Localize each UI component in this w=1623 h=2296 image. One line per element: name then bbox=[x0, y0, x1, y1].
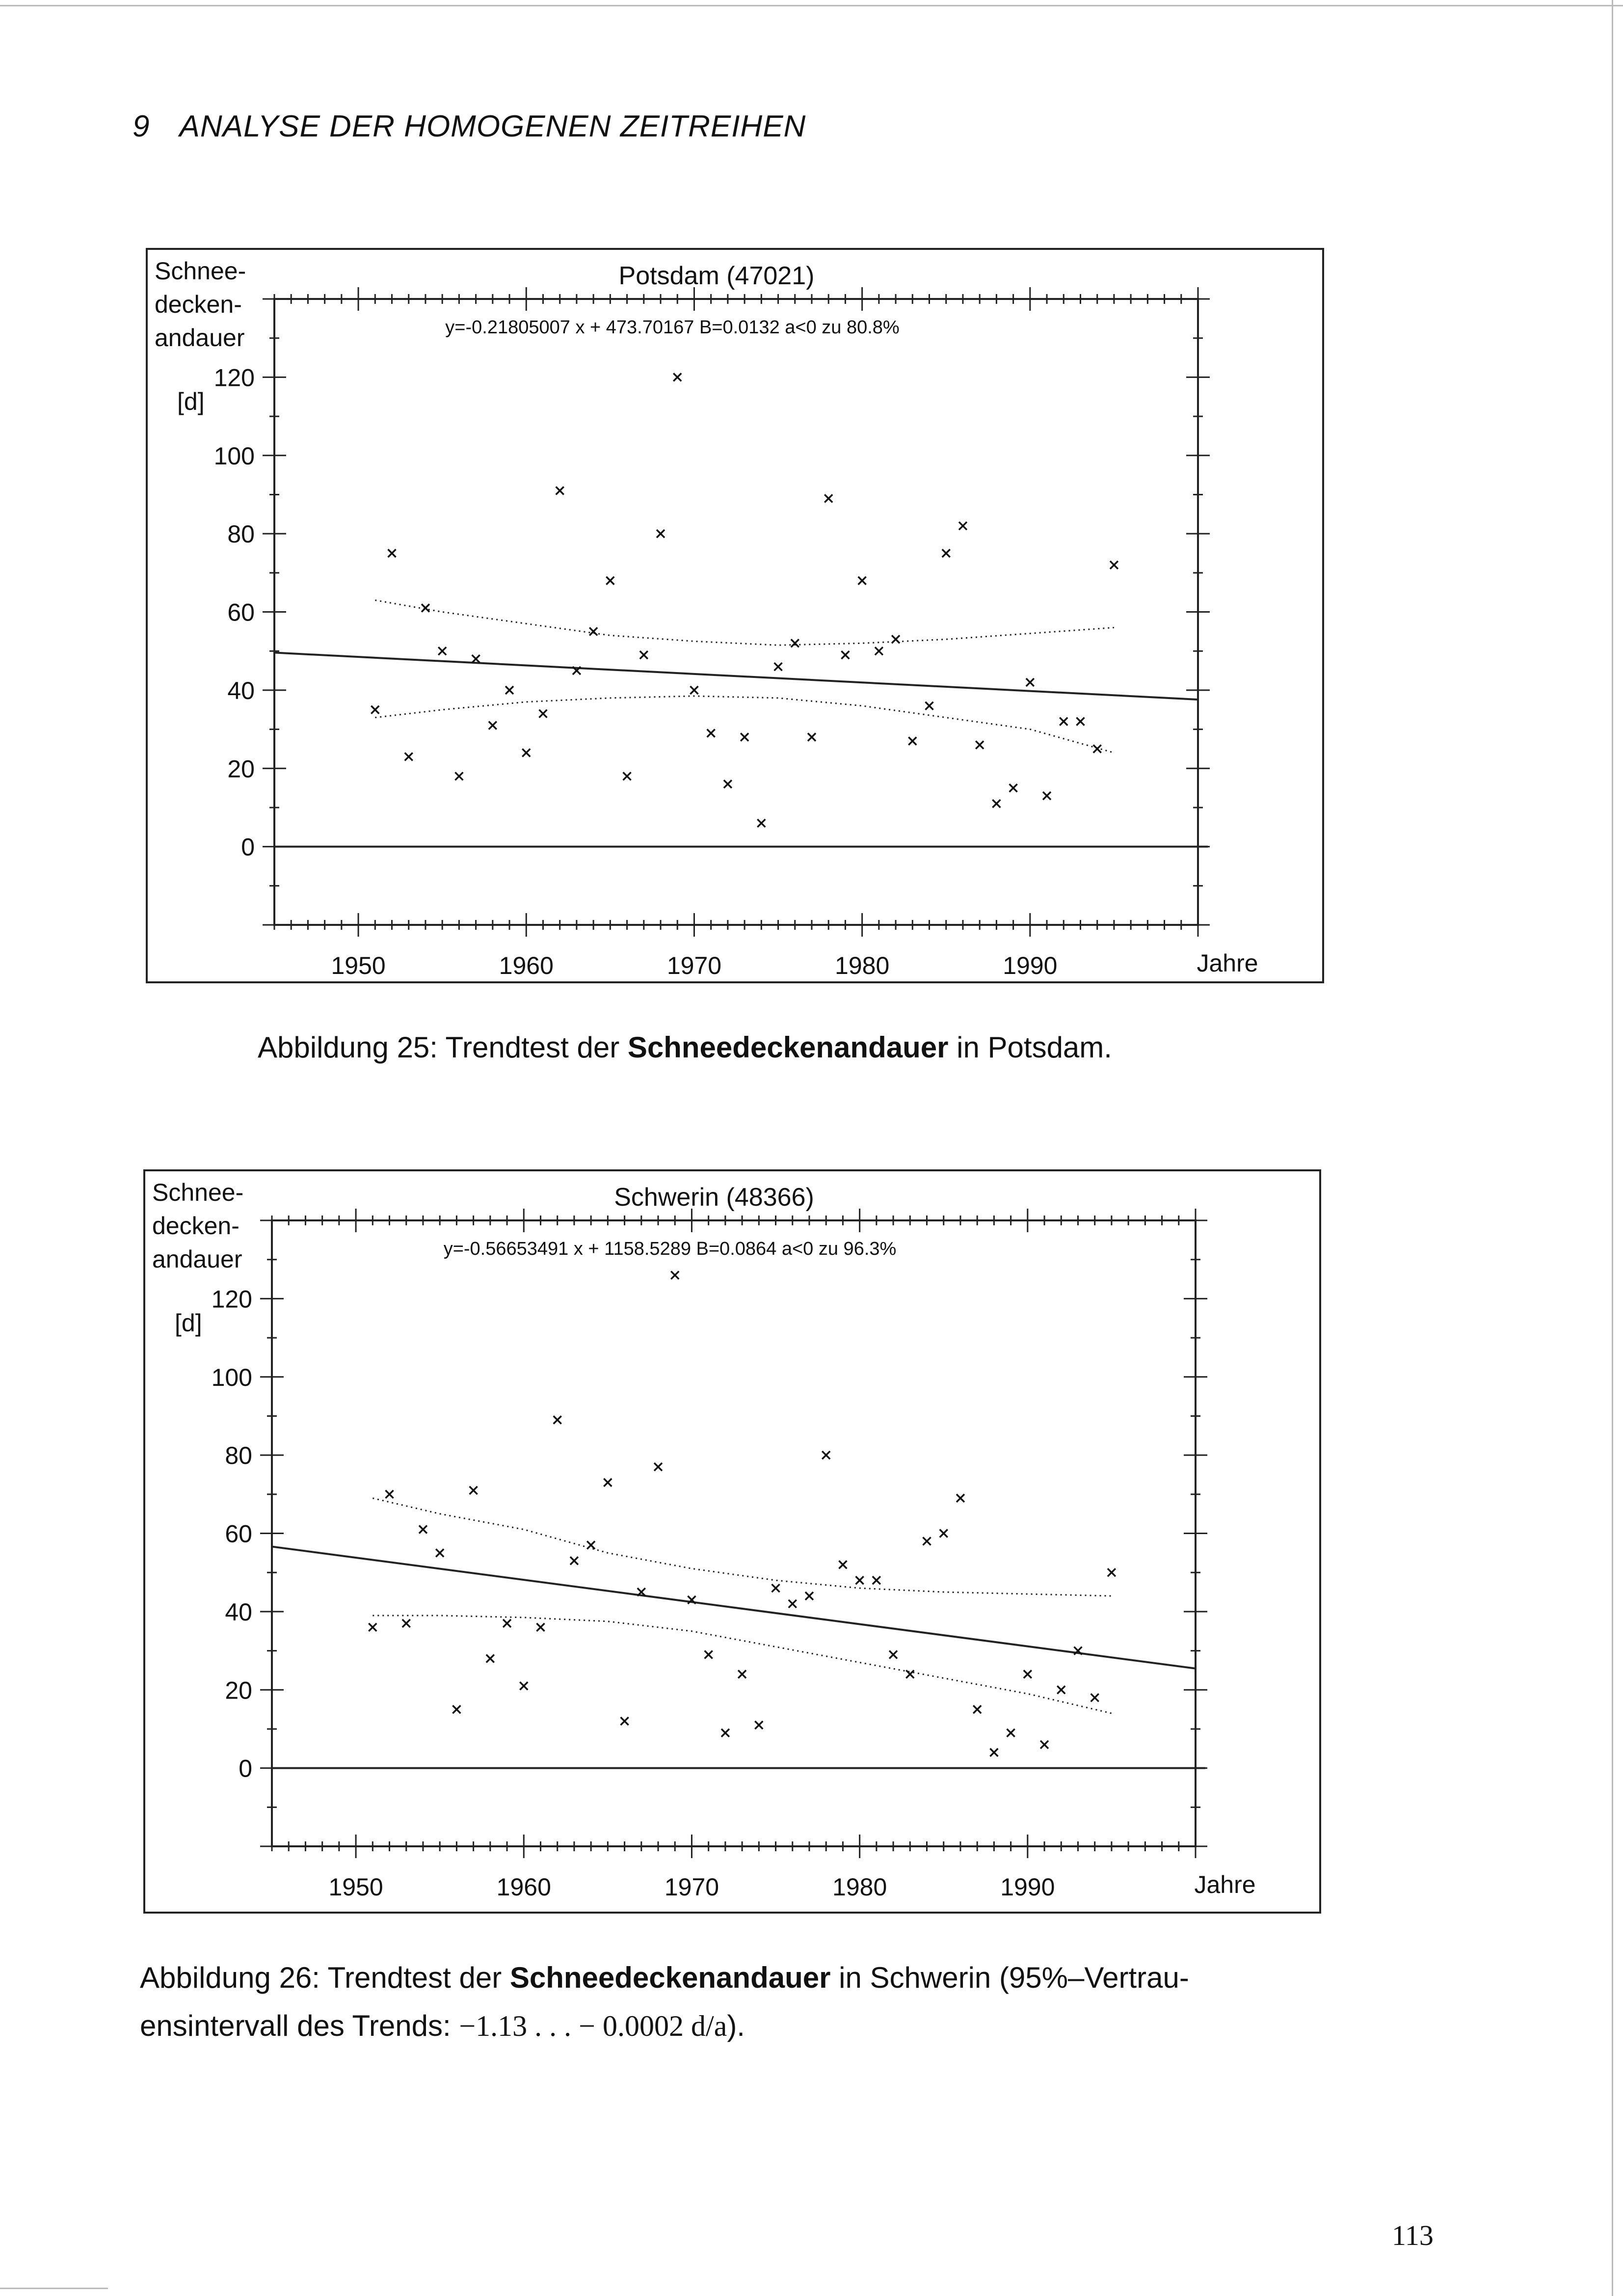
y-tick-label: 80 bbox=[225, 1442, 252, 1470]
x-tick-label: 1990 bbox=[1003, 952, 1058, 979]
y-axis-unit: [d] bbox=[177, 388, 205, 415]
data-point bbox=[957, 1494, 964, 1502]
figure-potsdam bbox=[146, 248, 1324, 983]
data-point bbox=[419, 1526, 427, 1534]
caption-25-suffix: in Potsdam. bbox=[948, 1031, 1112, 1064]
y-axis-label-line: andauer bbox=[152, 1245, 242, 1273]
data-point bbox=[606, 577, 614, 585]
data-point bbox=[472, 655, 480, 663]
data-point bbox=[940, 1530, 948, 1538]
data-point bbox=[436, 1549, 444, 1557]
caption-25-prefix: Abbildung 25: Trendtest der bbox=[258, 1031, 628, 1064]
x-tick-label: 1970 bbox=[666, 952, 722, 979]
data-point bbox=[1060, 718, 1067, 726]
data-point bbox=[990, 1749, 998, 1756]
data-point bbox=[455, 772, 463, 780]
data-point bbox=[1057, 1686, 1065, 1694]
x-tick-label: 1960 bbox=[499, 952, 554, 979]
data-point bbox=[908, 737, 916, 745]
y-tick-label: 100 bbox=[211, 1363, 252, 1391]
data-point bbox=[741, 733, 748, 741]
y-tick-label: 60 bbox=[225, 1520, 252, 1548]
data-point bbox=[825, 494, 832, 502]
data-point bbox=[489, 722, 497, 729]
data-point bbox=[604, 1479, 612, 1486]
scan-bottom-edge bbox=[0, 2288, 108, 2289]
chart-title: Schwerin (48366) bbox=[614, 1183, 814, 1212]
caption-26-line1 bbox=[140, 1954, 1342, 2002]
data-point bbox=[402, 1620, 410, 1627]
data-point bbox=[774, 663, 782, 671]
data-point bbox=[906, 1670, 914, 1678]
data-point bbox=[422, 604, 429, 612]
caption-26-suffix: in Schwerin (95%–Vertrau- bbox=[830, 1961, 1189, 1994]
confidence-band-lower bbox=[375, 696, 1114, 753]
data-point bbox=[1110, 561, 1118, 569]
data-point bbox=[1040, 1741, 1048, 1749]
y-axis-label-line: Schnee- bbox=[152, 1179, 244, 1206]
y-tick-label: 100 bbox=[213, 442, 255, 470]
caption-25-bold: Schneedeckenandauer bbox=[627, 1031, 949, 1064]
x-tick-label: 1950 bbox=[328, 1873, 383, 1901]
data-point bbox=[388, 549, 396, 557]
data-point bbox=[1091, 1694, 1099, 1702]
data-point bbox=[503, 1620, 511, 1627]
data-point bbox=[892, 635, 900, 643]
data-point bbox=[671, 1271, 679, 1279]
data-point bbox=[522, 749, 530, 756]
data-point bbox=[452, 1705, 460, 1713]
data-point bbox=[822, 1451, 830, 1459]
data-point bbox=[470, 1486, 478, 1494]
x-tick-label: 1980 bbox=[835, 952, 890, 979]
data-point bbox=[371, 706, 379, 714]
data-point bbox=[923, 1537, 931, 1545]
data-point bbox=[405, 753, 413, 760]
x-tick-label: 1950 bbox=[331, 952, 386, 979]
data-point bbox=[973, 1705, 981, 1713]
y-tick-label: 20 bbox=[225, 1676, 252, 1704]
y-axis-label-line: decken- bbox=[155, 291, 242, 318]
data-point bbox=[976, 741, 984, 749]
data-point bbox=[369, 1623, 376, 1631]
y-tick-label: 60 bbox=[227, 598, 255, 626]
chart-equation: y=-0.21805007 x + 473.70167 B=0.0132 a<0 zu 80.8% bbox=[445, 317, 900, 338]
data-point bbox=[889, 1651, 897, 1659]
data-point bbox=[772, 1584, 780, 1592]
data-point bbox=[570, 1557, 578, 1565]
y-axis-label-line: Schnee- bbox=[155, 257, 246, 285]
caption-26-prefix: Abbildung 26: Trendtest der bbox=[140, 1961, 510, 1994]
y-tick-label: 120 bbox=[213, 364, 255, 392]
data-point bbox=[856, 1576, 864, 1584]
data-point bbox=[1010, 784, 1017, 792]
data-point bbox=[539, 710, 547, 718]
data-point bbox=[755, 1721, 763, 1729]
scan-right-edge bbox=[1612, 0, 1613, 2296]
data-point bbox=[589, 627, 597, 635]
data-point bbox=[438, 647, 446, 655]
y-tick-label: 20 bbox=[227, 755, 255, 783]
caption-26-bold: Schneedeckenandauer bbox=[509, 1961, 831, 1994]
confidence-band-lower bbox=[372, 1616, 1112, 1713]
data-point bbox=[992, 800, 1000, 808]
data-point bbox=[556, 486, 564, 494]
data-point bbox=[841, 651, 849, 659]
data-point bbox=[1093, 745, 1101, 753]
x-axis-label: Jahre bbox=[1197, 949, 1258, 977]
x-tick-label: 1970 bbox=[664, 1873, 719, 1901]
data-point bbox=[506, 686, 513, 694]
data-point bbox=[805, 1592, 813, 1600]
data-point bbox=[673, 373, 681, 381]
caption-26-line2-text: ensintervall des Trends: bbox=[140, 2009, 459, 2042]
data-point bbox=[839, 1561, 847, 1568]
caption-26-line2-end: ). bbox=[727, 2009, 745, 2042]
y-tick-label: 120 bbox=[211, 1285, 252, 1313]
trend-line bbox=[272, 1546, 1196, 1668]
plot-frame bbox=[274, 299, 1198, 925]
data-point bbox=[721, 1729, 729, 1737]
data-point bbox=[1007, 1729, 1015, 1737]
x-tick-label: 1980 bbox=[832, 1873, 887, 1901]
chart-equation: y=-0.56653491 x + 1158.5289 B=0.0864 a<0 zu 96.3% bbox=[443, 1239, 897, 1259]
figure-schwerin bbox=[143, 1169, 1321, 1914]
chapter-title: ANALYSE DER HOMOGENEN ZEITREIHEN bbox=[179, 109, 806, 143]
x-tick-label: 1990 bbox=[1000, 1873, 1055, 1901]
data-point bbox=[707, 729, 715, 737]
data-point bbox=[654, 1463, 662, 1471]
data-point bbox=[926, 702, 933, 710]
page-number: 113 bbox=[1392, 2219, 1434, 2251]
axis-ticks bbox=[263, 287, 1210, 937]
data-point bbox=[942, 549, 950, 557]
data-point bbox=[959, 522, 967, 530]
data-point bbox=[808, 733, 816, 741]
data-point bbox=[690, 686, 698, 694]
trend-line bbox=[274, 652, 1198, 700]
data-point bbox=[791, 639, 799, 647]
y-axis-label-line: andauer bbox=[155, 324, 245, 351]
running-header bbox=[133, 109, 806, 144]
x-tick-label: 1960 bbox=[496, 1873, 551, 1901]
data-point bbox=[520, 1682, 528, 1690]
data-point bbox=[789, 1600, 797, 1608]
chart-title: Potsdam (47021) bbox=[618, 262, 815, 290]
caption-26-line2 bbox=[140, 2002, 1342, 2050]
axis-ticks bbox=[260, 1209, 1207, 1858]
confidence-band-upper bbox=[372, 1498, 1112, 1596]
confidence-band-upper bbox=[375, 600, 1114, 646]
plot-frame bbox=[272, 1220, 1196, 1846]
chart-schwerin bbox=[145, 1171, 1319, 1912]
y-axis-label-line: decken- bbox=[152, 1212, 239, 1240]
data-point bbox=[1108, 1568, 1116, 1576]
y-tick-label: 0 bbox=[241, 833, 255, 861]
data-point bbox=[554, 1416, 561, 1424]
data-point bbox=[724, 780, 732, 788]
chapter-number: 9 bbox=[133, 109, 150, 143]
caption-figure-26 bbox=[140, 1954, 1342, 2050]
y-tick-label: 40 bbox=[225, 1598, 252, 1626]
data-point bbox=[1024, 1670, 1032, 1678]
data-point bbox=[705, 1651, 713, 1659]
y-axis-unit: [d] bbox=[175, 1309, 202, 1337]
data-point bbox=[640, 651, 648, 659]
data-point bbox=[757, 819, 765, 827]
y-tick-label: 80 bbox=[227, 520, 255, 548]
data-point bbox=[875, 647, 883, 655]
data-point bbox=[386, 1490, 394, 1498]
caption-figure-25 bbox=[258, 1024, 1112, 1072]
data-point bbox=[858, 577, 866, 585]
y-tick-label: 0 bbox=[239, 1755, 252, 1783]
caption-26-math: −1.13 . . . − 0.0002 d/a bbox=[459, 2010, 727, 2042]
data-point bbox=[657, 530, 665, 538]
chart-potsdam bbox=[148, 250, 1322, 981]
data-point bbox=[623, 772, 631, 780]
data-point bbox=[486, 1655, 494, 1663]
data-point bbox=[1043, 792, 1051, 800]
data-point bbox=[873, 1576, 880, 1584]
data-point bbox=[536, 1623, 544, 1631]
data-point bbox=[1026, 678, 1034, 686]
data-point bbox=[621, 1717, 629, 1725]
data-point bbox=[1076, 718, 1084, 726]
x-axis-label: Jahre bbox=[1194, 1871, 1256, 1898]
y-tick-label: 40 bbox=[227, 676, 255, 704]
data-point bbox=[587, 1541, 595, 1549]
data-point bbox=[738, 1670, 746, 1678]
scan-top-edge bbox=[0, 5, 1623, 6]
